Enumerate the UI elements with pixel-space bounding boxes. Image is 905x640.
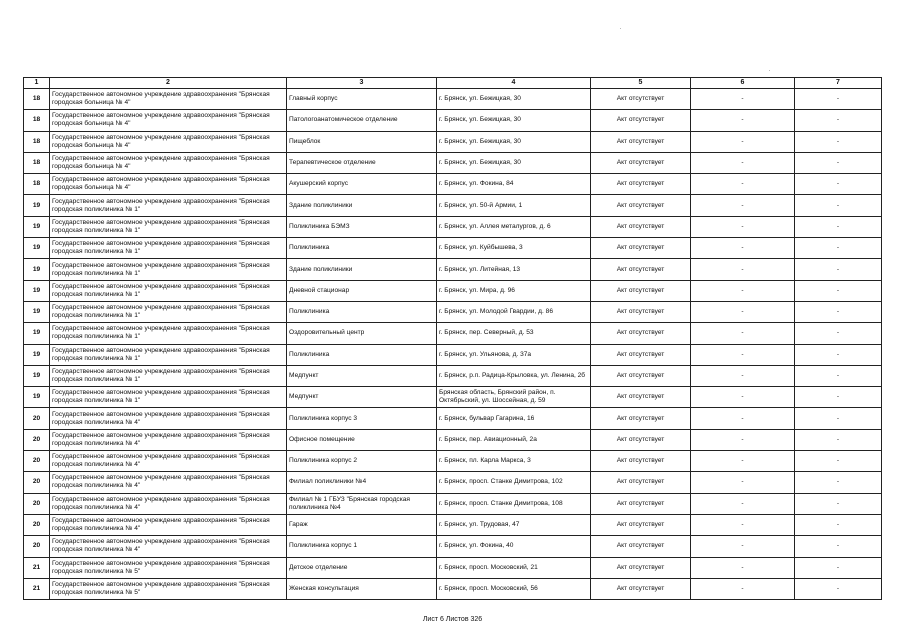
row-number: 19 bbox=[24, 387, 50, 408]
object-address: г. Брянск, ул. Куйбышева, 3 bbox=[437, 238, 591, 259]
act-status: Акт отсутствует bbox=[591, 451, 691, 472]
table-row bbox=[24, 344, 882, 365]
column-6-value: - bbox=[691, 259, 795, 280]
organization-name: Государственное автономное учреждение здравоохранения "Брянская городская больница № 4" bbox=[50, 131, 287, 152]
column-6-value: - bbox=[691, 365, 795, 386]
object-name: Медпункт bbox=[287, 387, 437, 408]
column-7-value: - bbox=[795, 536, 882, 557]
object-name: Главный корпус bbox=[287, 89, 437, 110]
column-6-value: - bbox=[691, 536, 795, 557]
column-6-value: - bbox=[691, 557, 795, 578]
organization-name: Государственное автономное учреждение здравоохранения "Брянская городская поликлиника № 4" bbox=[50, 472, 287, 493]
organization-name: Государственное автономное учреждение здравоохранения "Брянская городская поликлиника № 1" bbox=[50, 195, 287, 216]
table-row bbox=[24, 323, 882, 344]
column-7-value: - bbox=[795, 323, 882, 344]
organization-name: Государственное автономное учреждение здравоохранения "Брянская городская поликлиника № 1" bbox=[50, 238, 287, 259]
row-number: 18 bbox=[24, 174, 50, 195]
object-address: г. Брянск, ул. Мира, д. 96 bbox=[437, 280, 591, 301]
table-row bbox=[24, 301, 882, 322]
row-number: 21 bbox=[24, 557, 50, 578]
object-name: Пищеблок bbox=[287, 131, 437, 152]
organization-name: Государственное автономное учреждение здравоохранения "Брянская городская поликлиника № 4" bbox=[50, 514, 287, 535]
object-address: г. Брянск, ул. Аллея металургов, д. 6 bbox=[437, 216, 591, 237]
column-7-value: - bbox=[795, 131, 882, 152]
row-number: 19 bbox=[24, 301, 50, 322]
row-number: 20 bbox=[24, 408, 50, 429]
column-6-value: - bbox=[691, 195, 795, 216]
column-7-value: - bbox=[795, 429, 882, 450]
objects-table bbox=[23, 77, 882, 600]
row-number: 19 bbox=[24, 280, 50, 301]
object-address: г. Брянск, просп. Станке Димитрова, 102 bbox=[437, 472, 591, 493]
organization-name: Государственное автономное учреждение здравоохранения "Брянская городская поликлиника № 1" bbox=[50, 365, 287, 386]
object-address: г. Брянск, ул. Фокина, 40 bbox=[437, 536, 591, 557]
row-number: 18 bbox=[24, 110, 50, 131]
object-name: Поликлиника БЭМЗ bbox=[287, 216, 437, 237]
act-status: Акт отсутствует bbox=[591, 259, 691, 280]
organization-name: Государственное автономное учреждение здравоохранения "Брянская городская поликлиника № 1" bbox=[50, 323, 287, 344]
object-address: г. Брянск, ул. Фокина, 84 bbox=[437, 174, 591, 195]
row-number: 18 bbox=[24, 152, 50, 173]
organization-name: Государственное автономное учреждение здравоохранения "Брянская городская поликлиника № 5" bbox=[50, 578, 287, 599]
act-status: Акт отсутствует bbox=[591, 536, 691, 557]
object-name: Детское отделение bbox=[287, 557, 437, 578]
column-7-value: - bbox=[795, 387, 882, 408]
page-number-label: Лист 6 Листов 326 bbox=[422, 616, 483, 623]
object-address: г. Брянск, ул. Бежицкая, 30 bbox=[437, 110, 591, 131]
act-status: Акт отсутствует bbox=[591, 238, 691, 259]
act-status: Акт отсутствует bbox=[591, 557, 691, 578]
column-6-value: - bbox=[691, 216, 795, 237]
object-address: г. Брянск, ул. Литейная, 13 bbox=[437, 259, 591, 280]
column-7-value: - bbox=[795, 238, 882, 259]
column-6-value: - bbox=[691, 344, 795, 365]
act-status: Акт отсутствует bbox=[591, 174, 691, 195]
row-number: 20 bbox=[24, 472, 50, 493]
object-address: г. Брянск, ул. 50-й Армии, 1 bbox=[437, 195, 591, 216]
object-address: г. Брянск, пер. Северный, д. 53 bbox=[437, 323, 591, 344]
scan-speck bbox=[769, 70, 770, 71]
object-name: Медпункт bbox=[287, 365, 437, 386]
column-7-value: - bbox=[795, 472, 882, 493]
row-number: 19 bbox=[24, 365, 50, 386]
table-row bbox=[24, 493, 882, 514]
table-row bbox=[24, 387, 882, 408]
act-status: Акт отсутствует bbox=[591, 429, 691, 450]
column-header: 7 bbox=[795, 78, 882, 89]
table-row bbox=[24, 89, 882, 110]
column-7-value: - bbox=[795, 174, 882, 195]
act-status: Акт отсутствует bbox=[591, 280, 691, 301]
row-number: 19 bbox=[24, 259, 50, 280]
object-name: Поликлиника bbox=[287, 301, 437, 322]
table-body bbox=[24, 89, 882, 600]
table-row bbox=[24, 216, 882, 237]
object-name: Гараж bbox=[287, 514, 437, 535]
row-number: 19 bbox=[24, 216, 50, 237]
object-address: г. Брянск, бульвар Гагарина, 16 bbox=[437, 408, 591, 429]
object-address: г. Брянск, просп. Московский, 56 bbox=[437, 578, 591, 599]
organization-name: Государственное автономное учреждение здравоохранения "Брянская городская поликлиника № 4" bbox=[50, 493, 287, 514]
object-address: г. Брянск, просп. Московский, 21 bbox=[437, 557, 591, 578]
column-6-value: - bbox=[691, 472, 795, 493]
act-status: Акт отсутствует bbox=[591, 578, 691, 599]
column-7-value: - bbox=[795, 365, 882, 386]
object-name: Терапевтическое отделение bbox=[287, 152, 437, 173]
column-7-value: - bbox=[795, 110, 882, 131]
document-sheet bbox=[23, 77, 881, 600]
column-7-value: - bbox=[795, 557, 882, 578]
act-status: Акт отсутствует bbox=[591, 301, 691, 322]
organization-name: Государственное автономное учреждение здравоохранения "Брянская городская поликлиника № 1" bbox=[50, 280, 287, 301]
object-name: Поликлиника корпус 1 bbox=[287, 536, 437, 557]
table-header-row bbox=[24, 78, 882, 89]
organization-name: Государственное автономное учреждение здравоохранения "Брянская городская поликлиника № 1" bbox=[50, 259, 287, 280]
object-address: г. Брянск, ул. Молодой Гвардии, д. 86 bbox=[437, 301, 591, 322]
column-6-value: - bbox=[691, 280, 795, 301]
column-7-value: - bbox=[795, 280, 882, 301]
table-row bbox=[24, 472, 882, 493]
object-name: Поликлиника bbox=[287, 238, 437, 259]
organization-name: Государственное автономное учреждение здравоохранения "Брянская городская поликлиника № 4" bbox=[50, 408, 287, 429]
row-number: 21 bbox=[24, 578, 50, 599]
row-number: 19 bbox=[24, 323, 50, 344]
page-footer bbox=[0, 616, 905, 623]
row-number: 18 bbox=[24, 131, 50, 152]
act-status: Акт отсутствует bbox=[591, 216, 691, 237]
column-6-value: - bbox=[691, 451, 795, 472]
row-number: 20 bbox=[24, 451, 50, 472]
column-7-value: - bbox=[795, 451, 882, 472]
row-number: 18 bbox=[24, 89, 50, 110]
table-row bbox=[24, 174, 882, 195]
act-status: Акт отсутствует bbox=[591, 365, 691, 386]
column-7-value: - bbox=[795, 514, 882, 535]
act-status: Акт отсутствует bbox=[591, 152, 691, 173]
act-status: Акт отсутствует bbox=[591, 195, 691, 216]
object-name: Дневной стационар bbox=[287, 280, 437, 301]
column-6-value: - bbox=[691, 578, 795, 599]
column-header: 3 bbox=[287, 78, 437, 89]
table-row bbox=[24, 514, 882, 535]
column-6-value: - bbox=[691, 110, 795, 131]
column-6-value: - bbox=[691, 131, 795, 152]
table-row bbox=[24, 578, 882, 599]
table-row bbox=[24, 280, 882, 301]
column-7-value: - bbox=[795, 152, 882, 173]
column-6-value: - bbox=[691, 238, 795, 259]
table-row bbox=[24, 259, 882, 280]
column-header: 1 bbox=[24, 78, 50, 89]
act-status: Акт отсутствует bbox=[591, 387, 691, 408]
table-row bbox=[24, 429, 882, 450]
act-status: Акт отсутствует bbox=[591, 344, 691, 365]
scan-speck bbox=[620, 28, 621, 29]
column-6-value: - bbox=[691, 387, 795, 408]
column-6-value: - bbox=[691, 493, 795, 514]
column-6-value: - bbox=[691, 301, 795, 322]
organization-name: Государственное автономное учреждение здравоохранения "Брянская городская поликлиника № 1" bbox=[50, 301, 287, 322]
object-name: Поликлиника bbox=[287, 344, 437, 365]
column-7-value: - bbox=[795, 259, 882, 280]
organization-name: Государственное автономное учреждение здравоохранения "Брянская городская поликлиника № 4" bbox=[50, 451, 287, 472]
organization-name: Государственное автономное учреждение здравоохранения "Брянская городская поликлиника № 5" bbox=[50, 557, 287, 578]
table-row bbox=[24, 238, 882, 259]
object-name: Женская консультация bbox=[287, 578, 437, 599]
column-header: 6 bbox=[691, 78, 795, 89]
column-6-value: - bbox=[691, 408, 795, 429]
object-address: г. Брянск, р.п. Радица-Крыловка, ул. Ленина, 2б bbox=[437, 365, 591, 386]
column-header: 2 bbox=[50, 78, 287, 89]
table-row bbox=[24, 152, 882, 173]
row-number: 20 bbox=[24, 493, 50, 514]
object-name: Филиал № 1 ГБУЗ "Брянская городская поликлиника №4 bbox=[287, 493, 437, 514]
object-address: г. Брянск, пл. Карла Маркса, 3 bbox=[437, 451, 591, 472]
organization-name: Государственное автономное учреждение здравоохранения "Брянская городская поликлиника № 4" bbox=[50, 536, 287, 557]
row-number: 20 bbox=[24, 536, 50, 557]
act-status: Акт отсутствует bbox=[591, 110, 691, 131]
row-number: 19 bbox=[24, 344, 50, 365]
object-name: Здание поликлиники bbox=[287, 195, 437, 216]
object-address: г. Брянск, просп. Станке Димитрова, 108 bbox=[437, 493, 591, 514]
column-header: 4 bbox=[437, 78, 591, 89]
object-address: г. Брянск, ул. Бежицкая, 30 bbox=[437, 152, 591, 173]
column-6-value: - bbox=[691, 514, 795, 535]
object-address: г. Брянск, ул. Трудовая, 47 bbox=[437, 514, 591, 535]
column-7-value: - bbox=[795, 578, 882, 599]
organization-name: Государственное автономное учреждение здравоохранения "Брянская городская больница № 4" bbox=[50, 89, 287, 110]
column-7-value: - bbox=[795, 89, 882, 110]
object-name: Офисное помещение bbox=[287, 429, 437, 450]
organization-name: Государственное автономное учреждение здравоохранения "Брянская городская больница № 4" bbox=[50, 110, 287, 131]
object-name: Оздоровительный центр bbox=[287, 323, 437, 344]
column-7-value: - bbox=[795, 344, 882, 365]
organization-name: Государственное автономное учреждение здравоохранения "Брянская городская поликлиника № 1" bbox=[50, 344, 287, 365]
act-status: Акт отсутствует bbox=[591, 89, 691, 110]
column-7-value: - bbox=[795, 216, 882, 237]
table-row bbox=[24, 408, 882, 429]
object-address: г. Брянск, пер. Авиационный, 2а bbox=[437, 429, 591, 450]
object-name: Филиал поликлиники №4 bbox=[287, 472, 437, 493]
column-6-value: - bbox=[691, 174, 795, 195]
object-address: г. Брянск, ул. Бежицкая, 30 bbox=[437, 131, 591, 152]
object-address: Брянская область, Брянский район, п. Октябрьский, ул. Шоссейная, д. 59 bbox=[437, 387, 591, 408]
object-name: Здание поликлиники bbox=[287, 259, 437, 280]
table-row bbox=[24, 131, 882, 152]
column-6-value: - bbox=[691, 152, 795, 173]
object-address: г. Брянск, ул. Ульянова, д. 37а bbox=[437, 344, 591, 365]
column-7-value: - bbox=[795, 493, 882, 514]
column-6-value: - bbox=[691, 323, 795, 344]
table-row bbox=[24, 195, 882, 216]
table-row bbox=[24, 110, 882, 131]
organization-name: Государственное автономное учреждение здравоохранения "Брянская городская поликлиника № 1" bbox=[50, 216, 287, 237]
object-address: г. Брянск, ул. Бежицкая, 30 bbox=[437, 89, 591, 110]
column-6-value: - bbox=[691, 429, 795, 450]
act-status: Акт отсутствует bbox=[591, 131, 691, 152]
column-7-value: - bbox=[795, 408, 882, 429]
act-status: Акт отсутствует bbox=[591, 408, 691, 429]
table-row bbox=[24, 365, 882, 386]
row-number: 20 bbox=[24, 514, 50, 535]
table-row bbox=[24, 536, 882, 557]
column-header: 5 bbox=[591, 78, 691, 89]
row-number: 20 bbox=[24, 429, 50, 450]
row-number: 19 bbox=[24, 195, 50, 216]
organization-name: Государственное автономное учреждение здравоохранения "Брянская городская поликлиника № 4" bbox=[50, 429, 287, 450]
object-name: Патологоанатомическое отделение bbox=[287, 110, 437, 131]
object-name: Поликлиника корпус 2 bbox=[287, 451, 437, 472]
column-7-value: - bbox=[795, 301, 882, 322]
column-6-value: - bbox=[691, 89, 795, 110]
column-7-value: - bbox=[795, 195, 882, 216]
object-name: Акушерский корпус bbox=[287, 174, 437, 195]
act-status: Акт отсутствует bbox=[591, 472, 691, 493]
table-row bbox=[24, 557, 882, 578]
act-status: Акт отсутствует bbox=[591, 493, 691, 514]
act-status: Акт отсутствует bbox=[591, 514, 691, 535]
object-name: Поликлиника корпус 3 bbox=[287, 408, 437, 429]
organization-name: Государственное автономное учреждение здравоохранения "Брянская городская больница № 4" bbox=[50, 174, 287, 195]
organization-name: Государственное автономное учреждение здравоохранения "Брянская городская больница № 4" bbox=[50, 152, 287, 173]
organization-name: Государственное автономное учреждение здравоохранения "Брянская городская поликлиника № 1" bbox=[50, 387, 287, 408]
row-number: 19 bbox=[24, 238, 50, 259]
act-status: Акт отсутствует bbox=[591, 323, 691, 344]
table-row bbox=[24, 451, 882, 472]
